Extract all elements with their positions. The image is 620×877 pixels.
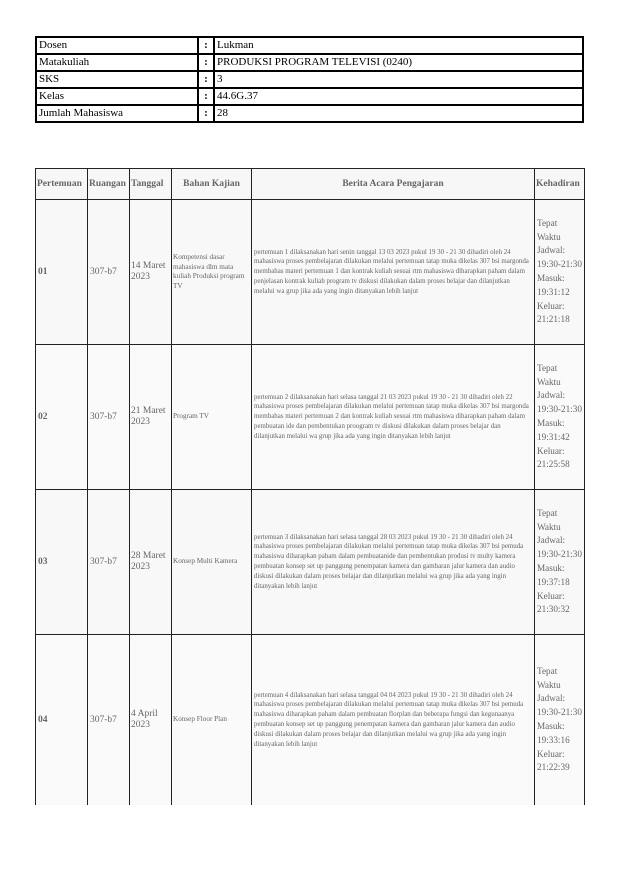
tanggal-cell: 28 Maret 2023: [130, 490, 172, 635]
kehadiran-jadwal: Jadwal: 19:30-21:30: [537, 390, 582, 415]
ruangan-cell: 307-b7: [88, 635, 130, 806]
kehadiran-masuk: Masuk: 19:31:42: [537, 418, 570, 442]
info-separator: :: [198, 71, 214, 88]
info-row-matakuliah: [36, 54, 583, 71]
berita-acara-cell: pertemuan 4 dilaksanakan hari selasa tanggal 04 04 2023 pukul 19 30 - 21 30 dihadiri oleh 24 mahasiswa proses pembelajaran dilakukan melalui pertemuan tatap muka dikelas 307 bsi pemuda mahasiswa diharapkan paham dalam pembuatan florplan dan beberapa fungsi dan kegunaanya pembuatan konsep set up panggung penempatan kamera dan gambaran jalur kamera dan audio diskusi dilakukan dalam proses belajar dan dilanjutkan melalui wa grup jika ada yang ingin ditanyakan lebih lanjut: [252, 635, 535, 806]
ruangan-cell: 307-b7: [88, 345, 130, 490]
kehadiran-status: Tepat Waktu: [537, 362, 561, 387]
info-value: PRODUKSI PROGRAM TELEVISI (0240): [214, 54, 583, 71]
kehadiran-masuk: Masuk: 19:31:12: [537, 273, 570, 297]
pertemuan-cell: 03: [36, 490, 88, 635]
info-label: Matakuliah: [36, 54, 198, 71]
table-row: [36, 635, 585, 806]
table-row: [36, 490, 585, 635]
header-berita-acara: Berita Acara Pengajaran: [252, 169, 535, 200]
info-row-jumlah-mahasiswa: [36, 105, 583, 122]
info-value: 28: [214, 105, 583, 122]
pertemuan-cell: 02: [36, 345, 88, 490]
header-bahan-kajian: Bahan Kajian: [172, 169, 252, 200]
bahan-kajian-cell: Konsep Floor Plan: [172, 635, 252, 806]
info-row-dosen: [36, 37, 583, 54]
info-value: Lukman: [214, 37, 583, 54]
kehadiran-status: Tepat Waktu: [537, 665, 561, 690]
info-label: Dosen: [36, 37, 198, 54]
ruangan-cell: 307-b7: [88, 200, 130, 345]
info-value: 44.6G.37: [214, 88, 583, 105]
kehadiran-keluar: Keluar: 21:22:39: [537, 748, 570, 773]
kehadiran-masuk: Masuk: 19:37:18: [537, 563, 570, 587]
header-kehadiran: Kehadiran: [535, 169, 585, 200]
kehadiran-keluar: Keluar: 21:30:32: [537, 590, 570, 615]
kehadiran-keluar: Keluar: 21:21:18: [537, 300, 570, 325]
attendance-table: [35, 168, 585, 805]
kehadiran-status: Tepat Waktu: [537, 507, 561, 532]
info-separator: :: [198, 105, 214, 122]
bahan-kajian-cell: Konsep Multi Kamera: [172, 490, 252, 635]
info-row-kelas: [36, 88, 583, 105]
berita-acara-cell: pertemuan 2 dilaksanakan hari selasa tanggal 21 03 2023 pukul 19 30 - 21 30 dihadiri oleh 22 mahasiswa proses pembelajaran dilakukan melalui pertemuan tatap muka dikelas 307 bsi margonda membahas materi pertemuan 2 dan kontrak kuliah sesuai rtm mahasiswa diharapkan paham dalam pembuatan ide dan pembentukan proogram tv diskusi dilakukan dalam proses belajar dan dilanjutkan melalui wa grup jika ada yang ingin ditanyakan lebih lanjut: [252, 345, 535, 490]
kehadiran-cell: [535, 490, 585, 635]
tanggal-cell: 4 April 2023: [130, 635, 172, 806]
header-tanggal: Tanggal: [130, 169, 172, 200]
kehadiran-jadwal: Jadwal: 19:30-21:30: [537, 245, 582, 270]
info-separator: :: [198, 37, 214, 54]
info-row-sks: [36, 71, 583, 88]
info-label: SKS: [36, 71, 198, 88]
info-label: Kelas: [36, 88, 198, 105]
pertemuan-cell: 04: [36, 635, 88, 806]
table-row: [36, 200, 585, 345]
info-separator: :: [198, 54, 214, 71]
attendance-header-row: [36, 169, 585, 200]
info-label: Jumlah Mahasiswa: [36, 105, 198, 122]
header-ruangan: Ruangan: [88, 169, 130, 200]
kehadiran-jadwal: Jadwal: 19:30-21:30: [537, 693, 582, 718]
bahan-kajian-cell: Program TV: [172, 345, 252, 490]
header-pertemuan: Pertemuan: [36, 169, 88, 200]
tanggal-cell: 14 Maret 2023: [130, 200, 172, 345]
kehadiran-keluar: Keluar: 21:25:58: [537, 445, 570, 470]
info-value: 3: [214, 71, 583, 88]
bahan-kajian-cell: Kompetensi dasar mahasiswa dlm mata kuliah Produksi program TV: [172, 200, 252, 345]
course-info-table: [35, 36, 584, 123]
ruangan-cell: 307-b7: [88, 490, 130, 635]
berita-acara-cell: pertemuan 3 dilaksanakan hari selasa tanggal 28 03 2023 pukul 19 30 - 21 30 dihadiri oleh 24 mahasiswa proses pembelajaran dilakukan melalui pertemuan tatap muka dikelas 307 bsi pemuda mahasiswa diharapkan paham dalam pembuatanide dan pembentukan produsi tv multy kamera pembuatan konsep set up panggung penempatan kamera dan gambaran jalur kamera dan audio diskusi dilakukan dalam proses belajar dan dilanjutkan melalui wa grup jika ada yang ingin ditanyakan lebih lanjut: [252, 490, 535, 635]
table-row: [36, 345, 585, 490]
kehadiran-cell: [535, 200, 585, 345]
kehadiran-cell: [535, 345, 585, 490]
kehadiran-cell: [535, 635, 585, 806]
kehadiran-masuk: Masuk: 19:33:16: [537, 721, 570, 745]
kehadiran-status: Tepat Waktu: [537, 217, 561, 242]
kehadiran-jadwal: Jadwal: 19:30-21:30: [537, 535, 582, 560]
berita-acara-cell: pertemuan 1 dilaksanakan hari senin tanggal 13 03 2023 pukul 19 30 - 21 30 dihadiri oleh 24 mahasiswa proses pembelajaran dilakukan melalui pertemuan tatap muka dikelas 307 bsi margonda membahas materi pertemuan 1 dan kontrak kuliah sesuai rtm mahasiswa diharapkan paham dalam penjelasan kontrak kuliah program tv diskusi dilakukan dalam proses belajar dan dilanjutkan melalui wa grup jika ada yang ingin ditanyakan lebih lanjut: [252, 200, 535, 345]
info-separator: :: [198, 88, 214, 105]
pertemuan-cell: 01: [36, 200, 88, 345]
tanggal-cell: 21 Maret 2023: [130, 345, 172, 490]
